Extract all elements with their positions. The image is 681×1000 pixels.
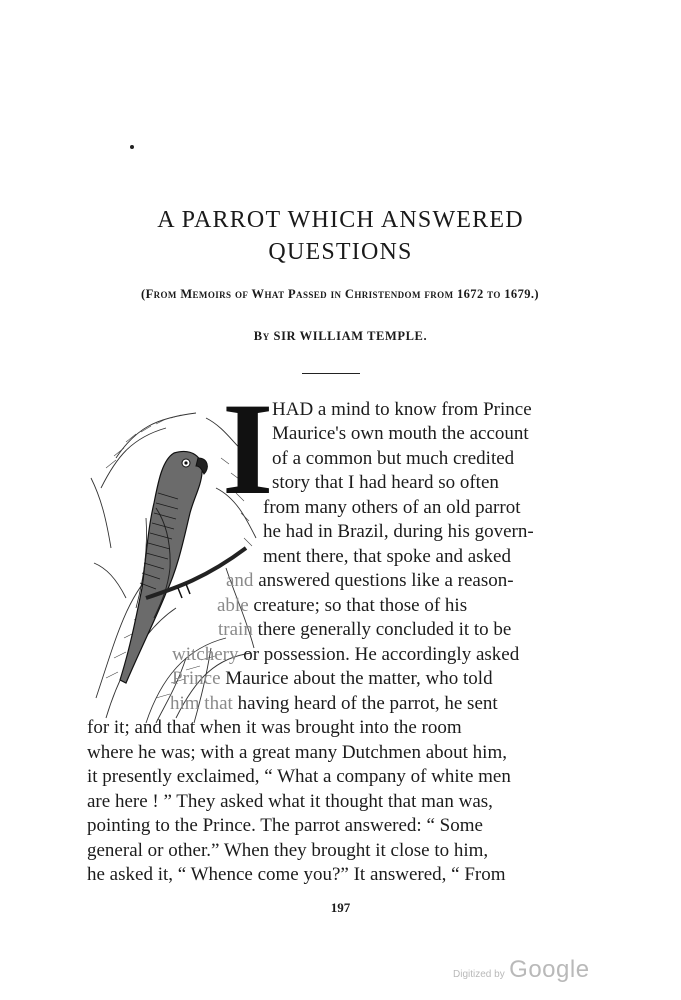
text-line-6: he had in Brazil, during his govern- [263,521,534,542]
text-line-1: HAD a mind to know from Prince [272,399,532,420]
text-line-3: of a common but much credited [272,448,515,469]
drop-cap: I [222,375,274,522]
text-line-10-rest: there generally concluded it to be [252,619,512,640]
text-line-7: ment there, that spoke and asked [263,546,511,567]
watermark-prefix: Digitized by [453,969,505,980]
text-line-5: from many others of an old parrot [263,497,521,518]
text-line-9-faint: able [217,595,249,616]
text-line-19: general or other.” When they brought it close to him, [87,840,489,861]
chapter-title [0,204,681,268]
ink-speck [130,145,134,149]
text-line-12-rest: Maurice about the matter, who told [220,668,493,689]
text-line-14: for it; and that when it was brought into the room [87,717,462,738]
text-line-11 [172,643,519,668]
text-line-18: pointing to the Prince. The parrot answered: “ Some [87,815,483,836]
text-line-13-rest: having heard of the parrot, he sent [232,693,498,714]
page-number: 197 [330,900,351,915]
text-line-8-rest: answered questions like a reason- [253,570,514,591]
text-line-13 [170,692,498,717]
text-line-12-faint: Prince [172,668,221,689]
text-line-2: Maurice's own mouth the account [272,423,529,444]
text-line-11-rest: or possession. He accordingly asked [238,644,520,665]
section-divider [302,373,360,374]
text-line-11-faint: witchery [172,644,239,665]
title-line-2: QUESTIONS [268,239,413,265]
text-line-9 [217,594,467,619]
text-line-20: he asked it, “ Whence come you?” It answered, “ From [87,864,506,885]
author-byline: By SIR WILLIAM TEMPLE. [253,329,428,343]
digitized-watermark [453,956,590,984]
text-line-10 [218,618,511,643]
text-line-12 [172,667,493,692]
title-line-1: A PARROT WHICH ANSWERED [157,207,524,233]
text-line-15: where he was; with a great many Dutchmen about him, [87,742,507,763]
text-line-13-faint: him that [170,693,233,714]
text-line-17: are here ! ” They asked what it thought that man was, [87,791,493,812]
google-logo: Google [509,956,590,983]
text-line-8 [226,569,514,594]
text-line-10-faint: train [218,619,253,640]
source-subtitle: (From Memoirs of What Passed in Christendom from 1672 to 1679.) [141,287,539,301]
text-line-9-rest: creature; so that those of his [248,595,468,616]
text-line-8-faint: and [226,570,254,591]
text-line-4: story that I had heard so often [272,472,499,493]
text-line-16: it presently exclaimed, “ What a company of white men [87,766,511,787]
